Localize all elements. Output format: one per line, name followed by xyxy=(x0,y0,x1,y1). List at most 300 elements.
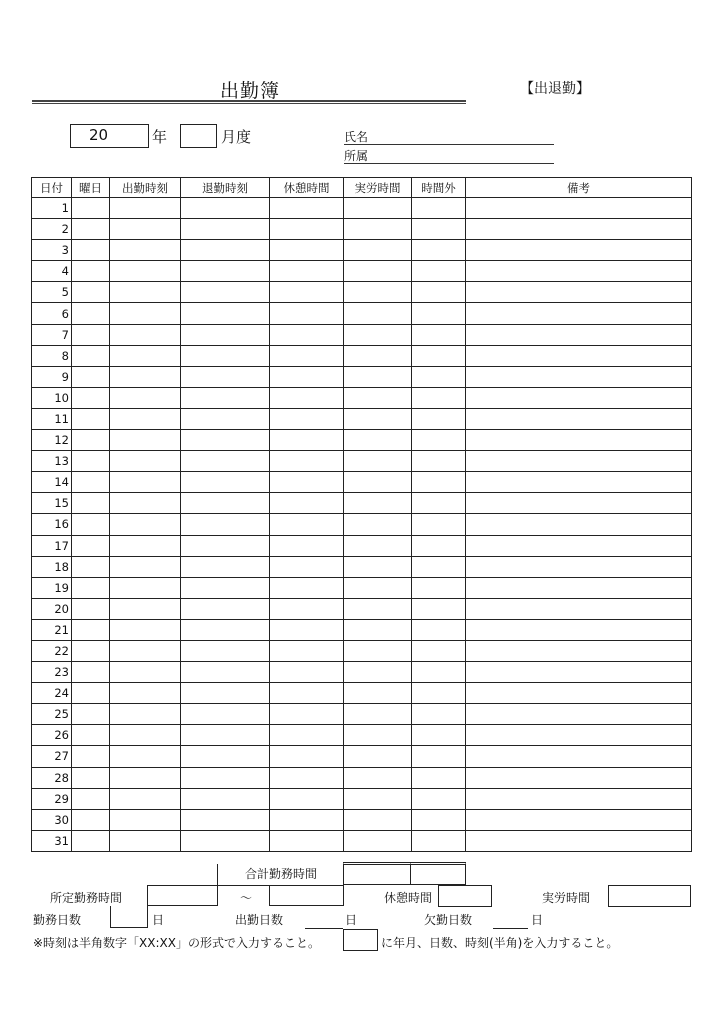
weekday-cell[interactable] xyxy=(72,324,110,345)
absent-days-field[interactable] xyxy=(493,928,528,929)
actual-label: 実労時間 xyxy=(542,891,591,905)
page-title: 出勤簿 xyxy=(219,80,280,102)
date-cell: 6 xyxy=(32,303,72,324)
overtime-cell[interactable] xyxy=(412,788,466,809)
break-cell[interactable] xyxy=(270,282,344,303)
actual-cell[interactable] xyxy=(344,282,412,303)
clock-in-cell[interactable] xyxy=(110,345,181,366)
actual-cell[interactable] xyxy=(344,704,412,725)
weekday-cell[interactable] xyxy=(72,662,110,683)
actual-cell[interactable] xyxy=(344,430,412,451)
table-row xyxy=(32,303,692,324)
clock-in-cell[interactable] xyxy=(110,198,181,219)
overtime-cell[interactable] xyxy=(412,725,466,746)
overtime-cell[interactable] xyxy=(412,303,466,324)
clock-in-cell[interactable] xyxy=(110,809,181,830)
clock-in-cell[interactable] xyxy=(110,662,181,683)
table-row xyxy=(32,683,692,704)
department-field[interactable] xyxy=(344,147,554,164)
clock-out-cell[interactable] xyxy=(181,598,270,619)
divider xyxy=(217,864,218,906)
actual-cell[interactable] xyxy=(344,366,412,387)
overtime-cell[interactable] xyxy=(412,430,466,451)
actual-cell[interactable] xyxy=(344,345,412,366)
break-cell[interactable] xyxy=(270,366,344,387)
overtime-cell[interactable] xyxy=(412,493,466,514)
overtime-cell[interactable] xyxy=(412,366,466,387)
clock-in-cell[interactable] xyxy=(110,556,181,577)
date-cell: 2 xyxy=(32,219,72,240)
break-cell[interactable] xyxy=(270,809,344,830)
date-cell: 5 xyxy=(32,282,72,303)
weekday-cell[interactable] xyxy=(72,282,110,303)
overtime-cell[interactable] xyxy=(412,219,466,240)
remarks-cell[interactable] xyxy=(466,619,692,640)
clock-in-cell[interactable] xyxy=(110,514,181,535)
work-days-unit: 日 xyxy=(152,913,165,927)
remarks-cell[interactable] xyxy=(466,788,692,809)
actual-cell[interactable] xyxy=(344,514,412,535)
weekday-cell[interactable] xyxy=(72,198,110,219)
break-cell[interactable] xyxy=(270,830,344,851)
clock-out-cell[interactable] xyxy=(181,809,270,830)
remarks-cell[interactable] xyxy=(466,746,692,767)
break-cell[interactable] xyxy=(270,219,344,240)
remarks-cell[interactable] xyxy=(466,662,692,683)
clock-in-cell[interactable] xyxy=(110,387,181,408)
weekday-cell[interactable] xyxy=(72,303,110,324)
break-cell[interactable] xyxy=(270,662,344,683)
break-cell[interactable] xyxy=(270,767,344,788)
clock-out-cell[interactable] xyxy=(181,746,270,767)
actual-cell[interactable] xyxy=(344,493,412,514)
clock-in-cell[interactable] xyxy=(110,725,181,746)
break-cell[interactable] xyxy=(270,598,344,619)
actual-cell[interactable] xyxy=(344,746,412,767)
clock-in-cell[interactable] xyxy=(110,493,181,514)
month-label: 月度 xyxy=(221,128,252,146)
overtime-cell[interactable] xyxy=(412,577,466,598)
clock-in-cell[interactable] xyxy=(110,619,181,640)
weekday-cell[interactable] xyxy=(72,809,110,830)
table-row xyxy=(32,788,692,809)
date-cell: 23 xyxy=(32,662,72,683)
table-row xyxy=(32,261,692,282)
break-field[interactable] xyxy=(438,885,492,907)
clock-in-cell[interactable] xyxy=(110,430,181,451)
clock-in-cell[interactable] xyxy=(110,324,181,345)
break-cell[interactable] xyxy=(270,619,344,640)
break-cell[interactable] xyxy=(270,725,344,746)
clock-out-cell[interactable] xyxy=(181,556,270,577)
clock-out-cell[interactable] xyxy=(181,725,270,746)
clock-out-cell[interactable] xyxy=(181,261,270,282)
weekday-cell[interactable] xyxy=(72,472,110,493)
clock-out-cell[interactable] xyxy=(181,788,270,809)
overtime-cell[interactable] xyxy=(412,451,466,472)
remarks-cell[interactable] xyxy=(466,514,692,535)
actual-cell[interactable] xyxy=(344,303,412,324)
actual-cell[interactable] xyxy=(344,767,412,788)
overtime-cell[interactable] xyxy=(412,198,466,219)
date-cell: 30 xyxy=(32,809,72,830)
actual-cell[interactable] xyxy=(344,387,412,408)
overtime-cell[interactable] xyxy=(412,261,466,282)
remarks-cell[interactable] xyxy=(466,430,692,451)
work-days-field[interactable] xyxy=(110,906,148,928)
note-input-instruction: に年月、日数、時刻(半角)を入力すること。 xyxy=(381,936,619,950)
clock-out-cell[interactable] xyxy=(181,535,270,556)
col-remarks: 備考 xyxy=(466,178,692,198)
remarks-cell[interactable] xyxy=(466,809,692,830)
overtime-cell[interactable] xyxy=(412,472,466,493)
break-cell[interactable] xyxy=(270,556,344,577)
weekday-cell[interactable] xyxy=(72,830,110,851)
overtime-cell[interactable] xyxy=(412,767,466,788)
actual-cell[interactable] xyxy=(344,577,412,598)
clock-in-cell[interactable] xyxy=(110,303,181,324)
weekday-cell[interactable] xyxy=(72,556,110,577)
remarks-cell[interactable] xyxy=(466,366,692,387)
total-actual-cell[interactable] xyxy=(343,862,411,885)
weekday-cell[interactable] xyxy=(72,408,110,429)
clock-out-cell[interactable] xyxy=(181,577,270,598)
clock-in-cell[interactable] xyxy=(110,282,181,303)
actual-cell[interactable] xyxy=(344,683,412,704)
clock-out-cell[interactable] xyxy=(181,387,270,408)
table-row xyxy=(32,619,692,640)
date-cell: 11 xyxy=(32,408,72,429)
overtime-cell[interactable] xyxy=(412,282,466,303)
table-row xyxy=(32,282,692,303)
break-cell[interactable] xyxy=(270,493,344,514)
break-cell[interactable] xyxy=(270,472,344,493)
table-row xyxy=(32,662,692,683)
actual-cell[interactable] xyxy=(344,240,412,261)
scheduled-start-field[interactable] xyxy=(147,885,218,906)
actual-cell[interactable] xyxy=(344,408,412,429)
clock-in-cell[interactable] xyxy=(110,261,181,282)
clock-out-cell[interactable] xyxy=(181,683,270,704)
overtime-cell[interactable] xyxy=(412,345,466,366)
date-cell: 14 xyxy=(32,472,72,493)
clock-out-cell[interactable] xyxy=(181,830,270,851)
date-cell: 22 xyxy=(32,640,72,661)
clock-out-cell[interactable] xyxy=(181,408,270,429)
break-cell[interactable] xyxy=(270,514,344,535)
month-field[interactable] xyxy=(180,124,217,148)
remarks-cell[interactable] xyxy=(466,324,692,345)
actual-cell[interactable] xyxy=(344,788,412,809)
note-time-format: ※時刻は半角数字「XX:XX」の形式で入力すること。 xyxy=(33,936,320,950)
break-cell[interactable] xyxy=(270,261,344,282)
overtime-cell[interactable] xyxy=(412,535,466,556)
date-cell: 19 xyxy=(32,577,72,598)
overtime-cell[interactable] xyxy=(412,640,466,661)
name-label: 氏名 xyxy=(344,130,369,144)
clock-out-cell[interactable] xyxy=(181,366,270,387)
date-cell: 1 xyxy=(32,198,72,219)
legend-input-box xyxy=(343,929,378,951)
weekday-cell[interactable] xyxy=(72,704,110,725)
remarks-cell[interactable] xyxy=(466,451,692,472)
col-break: 休憩時間 xyxy=(270,178,344,198)
date-cell: 7 xyxy=(32,324,72,345)
clock-in-cell[interactable] xyxy=(110,408,181,429)
col-date: 日付 xyxy=(32,178,72,198)
overtime-cell[interactable] xyxy=(412,387,466,408)
remarks-cell[interactable] xyxy=(466,303,692,324)
actual-cell[interactable] xyxy=(344,809,412,830)
remarks-cell[interactable] xyxy=(466,493,692,514)
overtime-cell[interactable] xyxy=(412,746,466,767)
clock-out-cell[interactable] xyxy=(181,767,270,788)
actual-cell[interactable] xyxy=(344,198,412,219)
col-actual: 実労時間 xyxy=(344,178,412,198)
clock-in-cell[interactable] xyxy=(110,640,181,661)
remarks-cell[interactable] xyxy=(466,240,692,261)
weekday-cell[interactable] xyxy=(72,767,110,788)
remarks-cell[interactable] xyxy=(466,830,692,851)
remarks-cell[interactable] xyxy=(466,345,692,366)
attend-days-field[interactable] xyxy=(305,928,343,929)
overtime-cell[interactable] xyxy=(412,556,466,577)
clock-out-cell[interactable] xyxy=(181,640,270,661)
break-cell[interactable] xyxy=(270,387,344,408)
scheduled-end-field[interactable] xyxy=(269,885,344,906)
break-cell[interactable] xyxy=(270,683,344,704)
clock-in-cell[interactable] xyxy=(110,240,181,261)
actual-cell[interactable] xyxy=(344,219,412,240)
clock-out-cell[interactable] xyxy=(181,303,270,324)
col-weekday: 曜日 xyxy=(72,178,110,198)
actual-cell[interactable] xyxy=(344,640,412,661)
remarks-cell[interactable] xyxy=(466,577,692,598)
clock-in-cell[interactable] xyxy=(110,704,181,725)
actual-cell[interactable] xyxy=(344,556,412,577)
remarks-cell[interactable] xyxy=(466,767,692,788)
date-cell: 17 xyxy=(32,535,72,556)
break-cell[interactable] xyxy=(270,788,344,809)
attend-days-label: 出勤日数 xyxy=(235,913,284,927)
actual-cell[interactable] xyxy=(344,598,412,619)
table-row xyxy=(32,598,692,619)
break-cell[interactable] xyxy=(270,430,344,451)
weekday-cell[interactable] xyxy=(72,430,110,451)
remarks-cell[interactable] xyxy=(466,704,692,725)
date-cell: 8 xyxy=(32,345,72,366)
break-cell[interactable] xyxy=(270,746,344,767)
attendance-table xyxy=(31,177,692,852)
overtime-cell[interactable] xyxy=(412,683,466,704)
break-cell[interactable] xyxy=(270,240,344,261)
weekday-cell[interactable] xyxy=(72,366,110,387)
weekday-cell[interactable] xyxy=(72,683,110,704)
total-overtime-cell[interactable] xyxy=(411,862,466,885)
break-cell[interactable] xyxy=(270,577,344,598)
weekday-cell[interactable] xyxy=(72,261,110,282)
remarks-cell[interactable] xyxy=(466,472,692,493)
clock-in-cell[interactable] xyxy=(110,598,181,619)
table-row xyxy=(32,345,692,366)
clock-out-cell[interactable] xyxy=(181,493,270,514)
table-row xyxy=(32,430,692,451)
clock-out-cell[interactable] xyxy=(181,345,270,366)
col-clock-in: 出勤時刻 xyxy=(110,178,181,198)
remarks-cell[interactable] xyxy=(466,219,692,240)
clock-in-cell[interactable] xyxy=(110,366,181,387)
date-cell: 15 xyxy=(32,493,72,514)
weekday-cell[interactable] xyxy=(72,598,110,619)
weekday-cell[interactable] xyxy=(72,493,110,514)
work-days-label: 勤務日数 xyxy=(33,913,82,927)
break-cell[interactable] xyxy=(270,451,344,472)
clock-out-cell[interactable] xyxy=(181,219,270,240)
department-label: 所属 xyxy=(344,149,369,163)
table-row xyxy=(32,472,692,493)
clock-out-cell[interactable] xyxy=(181,430,270,451)
weekday-cell[interactable] xyxy=(72,725,110,746)
date-cell: 10 xyxy=(32,387,72,408)
actual-field[interactable] xyxy=(608,885,691,907)
weekday-cell[interactable] xyxy=(72,640,110,661)
break-cell[interactable] xyxy=(270,198,344,219)
remarks-cell[interactable] xyxy=(466,282,692,303)
weekday-cell[interactable] xyxy=(72,387,110,408)
clock-out-cell[interactable] xyxy=(181,472,270,493)
remarks-cell[interactable] xyxy=(466,556,692,577)
date-cell: 16 xyxy=(32,514,72,535)
clock-in-cell[interactable] xyxy=(110,577,181,598)
remarks-cell[interactable] xyxy=(466,535,692,556)
clock-in-cell[interactable] xyxy=(110,767,181,788)
overtime-cell[interactable] xyxy=(412,514,466,535)
overtime-cell[interactable] xyxy=(412,704,466,725)
remarks-cell[interactable] xyxy=(466,640,692,661)
overtime-cell[interactable] xyxy=(412,240,466,261)
weekday-cell[interactable] xyxy=(72,219,110,240)
table-row xyxy=(32,366,692,387)
actual-cell[interactable] xyxy=(344,830,412,851)
clock-out-cell[interactable] xyxy=(181,324,270,345)
date-cell: 13 xyxy=(32,451,72,472)
table-row xyxy=(32,809,692,830)
break-cell[interactable] xyxy=(270,408,344,429)
clock-out-cell[interactable] xyxy=(181,619,270,640)
clock-in-cell[interactable] xyxy=(110,788,181,809)
table-row xyxy=(32,493,692,514)
table-row xyxy=(32,725,692,746)
remarks-cell[interactable] xyxy=(466,683,692,704)
form-type-tag: 【出退勤】 xyxy=(520,81,590,97)
remarks-cell[interactable] xyxy=(466,598,692,619)
clock-in-cell[interactable] xyxy=(110,472,181,493)
scheduled-label: 所定勤務時間 xyxy=(50,891,123,905)
weekday-cell[interactable] xyxy=(72,577,110,598)
year-field[interactable] xyxy=(70,124,149,148)
clock-in-cell[interactable] xyxy=(110,219,181,240)
overtime-cell[interactable] xyxy=(412,809,466,830)
overtime-cell[interactable] xyxy=(412,408,466,429)
clock-in-cell[interactable] xyxy=(110,746,181,767)
overtime-cell[interactable] xyxy=(412,830,466,851)
overtime-cell[interactable] xyxy=(412,324,466,345)
break-cell[interactable] xyxy=(270,640,344,661)
break-cell[interactable] xyxy=(270,324,344,345)
weekday-cell[interactable] xyxy=(72,619,110,640)
date-cell: 9 xyxy=(32,366,72,387)
table-row xyxy=(32,219,692,240)
clock-in-cell[interactable] xyxy=(110,683,181,704)
clock-in-cell[interactable] xyxy=(110,535,181,556)
table-row xyxy=(32,451,692,472)
absent-days-label: 欠勤日数 xyxy=(424,913,473,927)
clock-in-cell[interactable] xyxy=(110,830,181,851)
weekday-cell[interactable] xyxy=(72,746,110,767)
divider xyxy=(343,885,344,906)
table-row xyxy=(32,577,692,598)
weekday-cell[interactable] xyxy=(72,788,110,809)
clock-out-cell[interactable] xyxy=(181,240,270,261)
break-cell[interactable] xyxy=(270,303,344,324)
clock-in-cell[interactable] xyxy=(110,451,181,472)
date-cell: 25 xyxy=(32,704,72,725)
clock-out-cell[interactable] xyxy=(181,514,270,535)
clock-out-cell[interactable] xyxy=(181,704,270,725)
weekday-cell[interactable] xyxy=(72,345,110,366)
remarks-cell[interactable] xyxy=(466,408,692,429)
clock-out-cell[interactable] xyxy=(181,282,270,303)
actual-cell[interactable] xyxy=(344,324,412,345)
actual-cell[interactable] xyxy=(344,451,412,472)
clock-out-cell[interactable] xyxy=(181,662,270,683)
remarks-cell[interactable] xyxy=(466,261,692,282)
table-row xyxy=(32,535,692,556)
remarks-cell[interactable] xyxy=(466,198,692,219)
remarks-cell[interactable] xyxy=(466,725,692,746)
actual-cell[interactable] xyxy=(344,535,412,556)
weekday-cell[interactable] xyxy=(72,451,110,472)
table-row xyxy=(32,746,692,767)
clock-out-cell[interactable] xyxy=(181,451,270,472)
break-cell[interactable] xyxy=(270,535,344,556)
actual-cell[interactable] xyxy=(344,662,412,683)
date-cell: 12 xyxy=(32,430,72,451)
break-cell[interactable] xyxy=(270,345,344,366)
actual-cell[interactable] xyxy=(344,725,412,746)
absent-days-unit: 日 xyxy=(531,913,544,927)
name-field[interactable] xyxy=(344,128,554,145)
date-cell: 4 xyxy=(32,261,72,282)
weekday-cell[interactable] xyxy=(72,535,110,556)
break-cell[interactable] xyxy=(270,704,344,725)
actual-cell[interactable] xyxy=(344,619,412,640)
total-label-cell xyxy=(217,864,344,886)
overtime-cell[interactable] xyxy=(412,598,466,619)
table-row xyxy=(32,198,692,219)
actual-cell[interactable] xyxy=(344,472,412,493)
overtime-cell[interactable] xyxy=(412,619,466,640)
weekday-cell[interactable] xyxy=(72,240,110,261)
weekday-cell[interactable] xyxy=(72,514,110,535)
remarks-cell[interactable] xyxy=(466,387,692,408)
col-clock-out: 退勤時刻 xyxy=(181,178,270,198)
overtime-cell[interactable] xyxy=(412,662,466,683)
actual-cell[interactable] xyxy=(344,261,412,282)
attend-days-unit: 日 xyxy=(345,913,358,927)
clock-out-cell[interactable] xyxy=(181,198,270,219)
total-label: 合計勤務時間 xyxy=(244,867,317,881)
